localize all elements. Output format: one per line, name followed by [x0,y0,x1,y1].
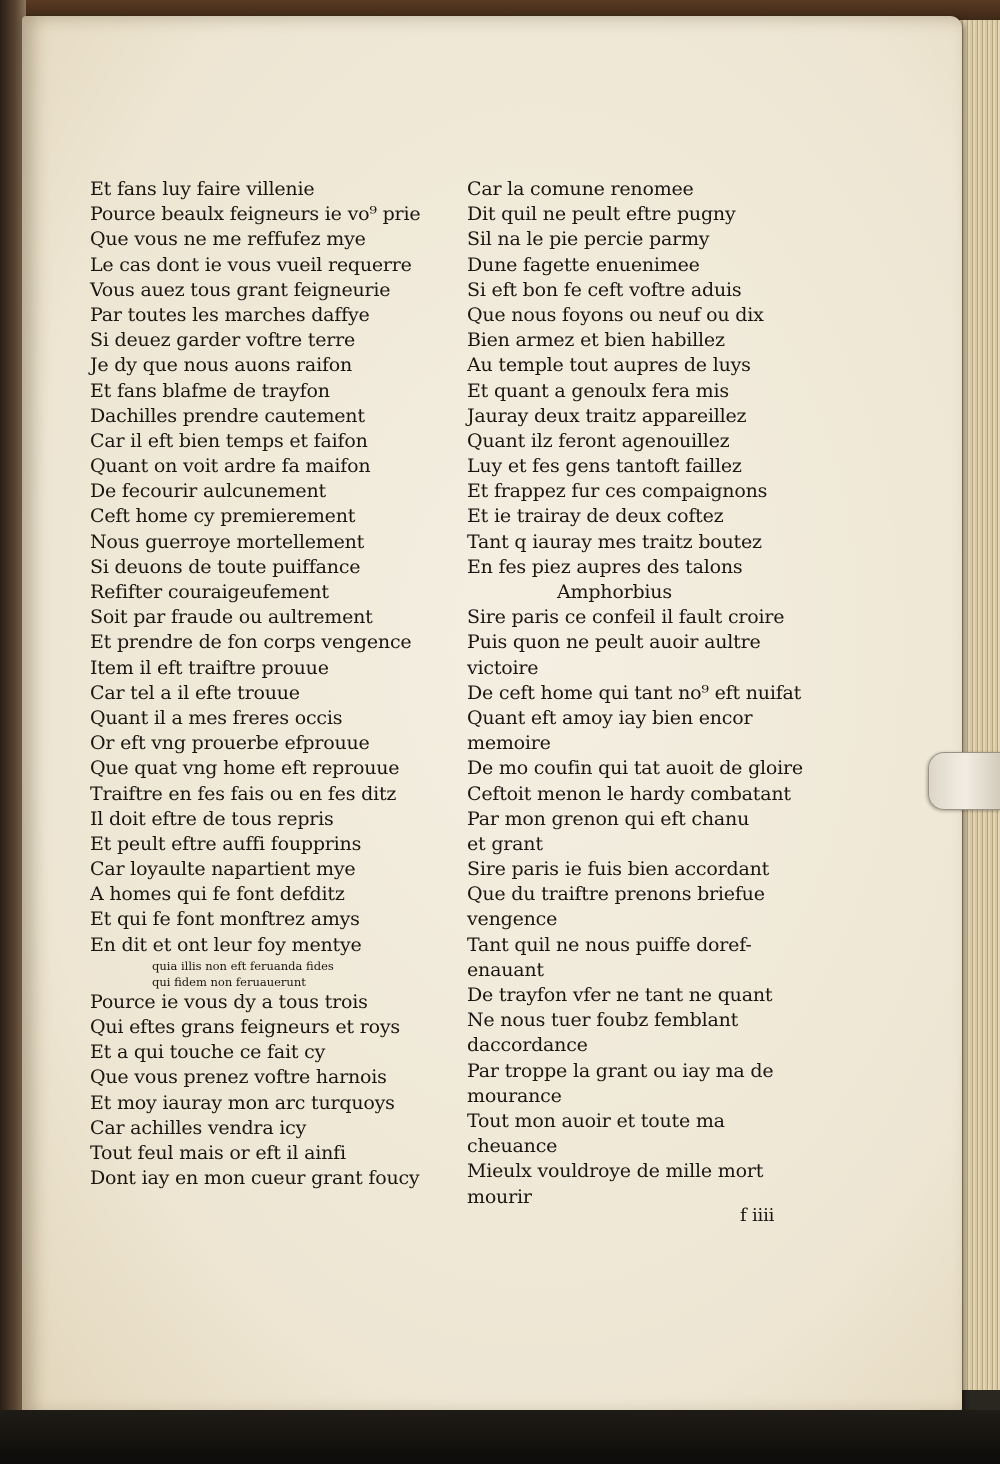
verse-line: Soit par fraude ou aultrement [90,606,373,629]
verse-line: Nous guerroye mortellement [90,530,365,553]
verse-line: Il doit eftre de tous repris [90,807,334,830]
verse-line: Car tel a il efte trouue [90,681,300,704]
verse-line: Le cas dont ie vous vueil requerre [90,253,412,276]
bottom-shadow [0,1410,1000,1464]
verse-line: Sire paris ie fuis bien accordant [467,858,770,881]
verse-line: Je dy que nous auons raifon [90,354,353,377]
verse-line: Ceft home cy premierement [90,505,356,528]
verse-line: A homes qui fe font defditz [90,883,345,906]
verse-line: Traiftre en fes fais ou en fes ditz [90,782,397,805]
verse-line: Qui eftes grans feigneurs et roys [90,1016,400,1038]
verse-line: Quant il a mes freres occis [90,706,343,729]
verse-line: Et prendre de fon corps vengence [90,631,412,654]
verse-line: Sil na le pie percie parmy [467,228,710,251]
verse-line: Et fans blafme de trayfon [90,379,330,402]
verse-line: Et qui fe font monftrez amys [90,908,360,931]
verse-line: Que nous foyons ou neuf ou dix [467,303,764,326]
verse-line: Mieulx vouldroye de mille mort [467,1160,764,1183]
verse-line: Et quant a genoulx fera mis [467,379,729,402]
signature-mark: f iiii [740,1205,775,1226]
verse-line: mourir [467,1185,532,1208]
verse-line: Dachilles prendre cautement [90,404,365,427]
verse-line: Quant eft amoy iay bien encor [467,706,753,729]
verse-line: Car la comune renomee [467,178,694,200]
verse-line: En dit et ont leur foy mentye [90,933,362,956]
verse-line: daccordance [467,1034,588,1057]
page-stack-edge [959,20,1000,1390]
verse-line: Dit quil ne peult eftre pugny [467,203,736,226]
verse-line: Jauray deux traitz appareillez [467,404,747,427]
verse-line: Que du traiftre prenons briefue [467,883,765,906]
verse-line: En fes piez aupres des talons [467,555,743,578]
verse-line: Pource ie vous dy a tous trois [90,990,368,1013]
verse-line: De fecourir aulcunement [90,480,326,503]
verse-line: vengence [467,908,558,931]
verse-line: Dont iay en mon cueur grant foucy [90,1167,420,1190]
verse-line: et grant [467,832,543,855]
verse-line: Et fans luy faire villenie [90,178,315,200]
verse-line: Car il eft bien temps et faifon [90,429,368,452]
verse-line: victoire [467,656,539,679]
left-column [90,177,420,1191]
verse-line: Quant ilz feront agenouillez [467,429,730,452]
verse-line: Par toutes les marches daffye [90,303,370,326]
verse-line: Si eft bon fe ceft voftre aduis [467,278,742,301]
verse-line: Dune fagette enuenimee [467,253,700,276]
verse-line: Si deuons de toute puiffance [90,555,361,578]
verse-line: Et frappez fur ces compaignons [467,480,768,503]
verse-line: Car loyaulte napartient mye [90,858,356,881]
verse-line: Si deuez garder voftre terre [90,329,356,352]
right-verse-block-2 [467,605,803,1210]
right-column [467,177,803,1210]
verse-line: Or eft vng prouerbe efprouue [90,732,370,755]
verse-line: Que quat vng home eft reprouue [90,757,400,780]
verse-line: Vous auez tous grant feigneurie [90,278,391,301]
latin-marginal-note [90,958,420,990]
verse-line: Refifter couraigeufement [90,581,329,603]
verse-line: De mo coufin qui tat auoit de gloire [467,757,803,780]
latin-note-line: quia illis non eft feruanda fides [152,958,334,973]
verse-line: Ne nous tuer foubz femblant [467,1009,739,1032]
latin-note-line: qui fidem non feruauerunt [152,974,306,989]
verse-line: Tout feul mais or eft il ainfi [90,1141,346,1164]
left-verse-block-1 [90,177,420,958]
verse-line: mourance [467,1084,562,1107]
verse-line: Tant q iauray mes traitz boutez [467,530,762,553]
verse-line: Et moy iauray mon arc turquoys [90,1091,395,1114]
verse-line: Que vous ne me reffufez mye [90,228,366,251]
verse-line: Et a qui touche ce fait cy [90,1041,326,1064]
verse-line: memoire [467,732,551,755]
verse-line: Par mon grenon qui eft chanu [467,807,750,830]
verse-line: Par troppe la grant ou iay ma de [467,1059,774,1082]
verse-line: Que vous prenez voftre harnois [90,1066,387,1089]
bookmark-tab[interactable] [928,752,1000,810]
verse-line: Quant on voit ardre fa maifon [90,455,371,478]
verse-line: Au temple tout aupres de luys [467,354,751,377]
verse-line: Puis quon ne peult auoir aultre [467,631,761,654]
verse-line: Sire paris ce confeil il fault croire [467,606,785,629]
right-verse-block-1 [467,177,803,580]
speaker-name: Amphorbius [557,581,672,603]
left-verse-block-2 [90,990,420,1192]
verse-line: Tout mon auoir et toute ma [467,1109,725,1132]
verse-line: De trayfon vfer ne tant ne quant [467,984,773,1006]
verse-line: Car achilles vendra icy [90,1116,307,1139]
verse-line: Et ie trairay de deux coftez [467,505,724,528]
verse-line: Ceftoit menon le hardy combatant [467,782,791,805]
verse-line: enauant [467,958,544,981]
verse-line: Item il eft traiftre prouue [90,656,329,679]
verse-line: Luy et fes gens tantoft faillez [467,455,742,478]
verse-line: Et peult eftre auffi foupprins [90,832,362,855]
verse-line: cheuance [467,1135,558,1158]
verse-line: Tant quil ne nous puiffe doref- [467,933,752,956]
verse-line: De ceft home qui tant no⁹ eft nuifat [467,681,802,704]
verse-line: Pource beaulx feigneurs ie vo⁹ prie [90,203,421,226]
verse-line: Bien armez et bien habillez [467,329,725,352]
